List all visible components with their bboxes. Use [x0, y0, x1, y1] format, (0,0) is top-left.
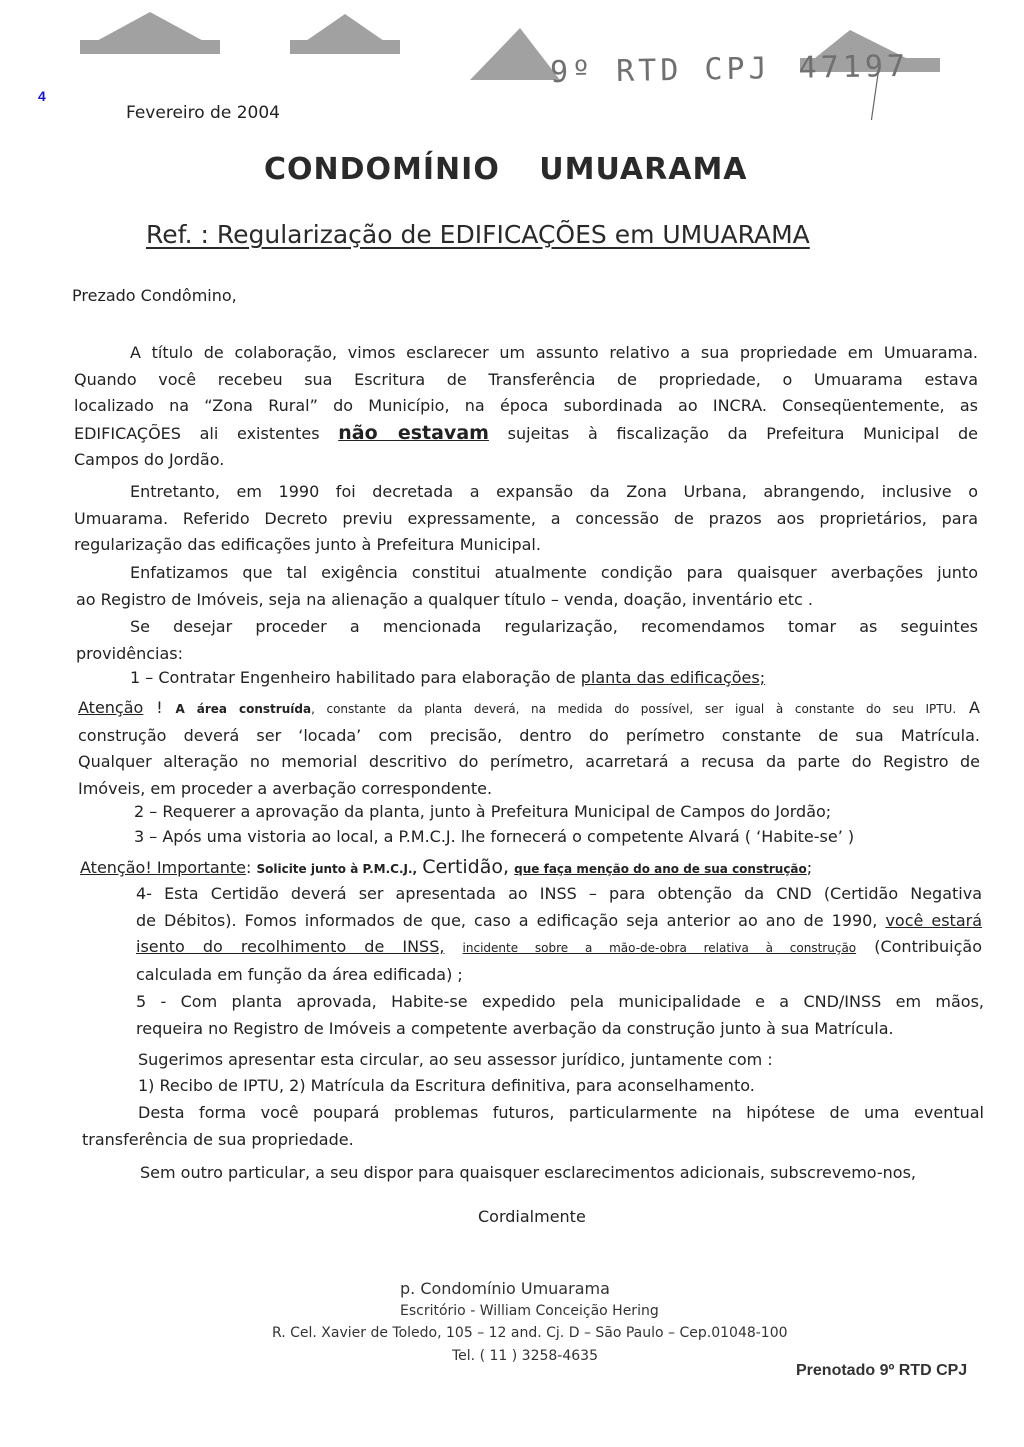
paragraph-expansion: [74, 479, 978, 559]
important-note: [80, 856, 812, 878]
step-4-line3: [136, 934, 982, 962]
document-title: CONDOMÍNIO UMUARAMA: [264, 152, 748, 187]
important-colon: :: [245, 858, 252, 877]
para4-line1: Se desejar proceder a mencionada regularização, recomendamos tomar as seguintes: [130, 617, 978, 636]
step-1: [130, 668, 765, 687]
step-4-line3-underlined: isento do recolhimento de INSS,: [136, 937, 445, 956]
signature-office: Escritório - William Conceição Hering: [400, 1303, 659, 1319]
para2-line1: Entretanto, em 1990 foi decretada a expansão da Zona Urbana, abrangendo, inclusive o: [130, 482, 978, 501]
para1-line5: Campos do Jordão.: [74, 450, 225, 469]
suggestion-line1: Sugerimos apresentar esta circular, ao seu assessor jurídico, juntamente com :: [138, 1050, 773, 1069]
attention-line2: construção deverá ser ‘locada’ com precisão, dentro do perímetro constante de sua Matrícula.: [78, 725, 980, 745]
para1-line2: Quando você recebeu sua Escritura de Transferência de propriedade, o Umuarama estava: [74, 369, 978, 389]
salutation: Prezado Condômino,: [72, 286, 237, 305]
paragraph-steps-intro: [76, 614, 978, 667]
step-5-line2: requeira no Registro de Imóveis a competente averbação da construção junto à sua Matrícula.: [136, 1018, 894, 1038]
step-4-line4: calculada em função da área edificada) ;: [136, 964, 463, 984]
page-number: 4: [38, 88, 46, 104]
attention-bang: !: [143, 698, 176, 717]
attention-label: Atenção: [78, 698, 144, 717]
para3-line1: Enfatizamos que tal exigência constitui atualmente condição para quaisquer averbações junto: [130, 563, 978, 582]
para2-line2: Umuarama. Referido Decreto previu expressamente, a concessão de prazos aos proprietários, para: [74, 508, 978, 528]
step-4-line1: 4- Esta Certidão deverá ser apresentada ao INSS – para obtenção da CND (Certidão Negativa: [136, 884, 982, 903]
attention-block: [78, 695, 980, 802]
step-5: [136, 989, 984, 1042]
attention-line3: Qualquer alteração no memorial descritivo do perímetro, acarretará a recusa da parte do Registro de: [78, 752, 980, 771]
paragraph-problems: [82, 1100, 984, 1153]
paragraph-intro: [74, 340, 978, 474]
emphasis-nao-estavam: não estavam: [338, 421, 489, 444]
step-4-line2-underlined: você estará: [885, 910, 983, 930]
subject-reference: Ref. : Regularização de EDIFICAÇÕES em UMUARAMA: [146, 220, 810, 249]
registry-stamp: [550, 49, 909, 90]
step-2: 2 – Requerer a aprovação da planta, junto à Prefeitura Municipal de Campos do Jordão;: [134, 802, 832, 821]
para1-line4-start: EDIFICAÇÕES ali existentes: [74, 423, 320, 443]
attention-line1: [78, 695, 980, 723]
signature-line1: p. Condomínio Umuarama: [400, 1279, 610, 1298]
suggestion-line2: 1) Recibo de IPTU, 2) Matrícula da Escritura definitiva, para aconselhamento.: [138, 1076, 755, 1095]
important-end: ;: [806, 858, 813, 877]
top-mark-center-bar: [290, 40, 400, 54]
para1-line4-end: sujeitas à fiscalização da Prefeitura Municipal de: [507, 423, 978, 443]
paragraph-emphasis: [76, 560, 978, 613]
para2-line3: regularização das edificações junto à Prefeitura Municipal.: [74, 535, 541, 554]
step-1-emphasis: planta das edificações;: [580, 668, 766, 687]
top-mark-left-bar: [80, 40, 220, 54]
step-4: [136, 881, 982, 988]
para3-line2: ao Registro de Imóveis, seja na alienação a qualquer título – venda, doação, inventário etc .: [76, 589, 813, 609]
attention-line1-end: A: [969, 698, 980, 717]
attention-bold: A área construída: [175, 702, 312, 716]
step-5-line1: 5 - Com planta aprovada, Habite-se expedido pela municipalidade e a CND/INSS em mãos,: [136, 992, 984, 1011]
para1-line4: [74, 420, 978, 448]
top-mark-right: [470, 28, 560, 80]
stamp-office: 9º RTD CPJ: [549, 51, 771, 91]
signature-phone: Tel. ( 11 ) 3258-4635: [452, 1348, 598, 1364]
attention-line4: Imóveis, em proceder a averbação correspondente.: [78, 778, 493, 798]
attention-small: , constante da planta deverá, na medida do possível, ser igual à constante do seu IPTU.: [311, 702, 957, 716]
step-4-line3-small: incidente sobre a mão-de-obra relativa à construção: [462, 941, 857, 955]
closing-sentence: Sem outro particular, a seu dispor para quaisquer esclarecimentos adicionais, subscrevemo-nos,: [140, 1163, 917, 1182]
desta-line2: transferência de sua propriedade.: [82, 1129, 354, 1149]
step-1-text: 1 – Contratar Engenheiro habilitado para elaboração de: [130, 668, 576, 687]
important-certidao: Certidão,: [422, 856, 510, 878]
para1-line1: A título de colaboração, vimos esclarecer um assunto relativo a sua propriedade em Umuarama.: [130, 343, 978, 362]
step-4-line2-text: de Débitos). Fomos informados de que, caso a edificação seja anterior ao ano de 1990,: [136, 910, 878, 930]
stamp-number: 47197: [798, 48, 910, 86]
closing-word: Cordialmente: [478, 1207, 586, 1226]
prenotado-stamp: Prenotado 9º RTD CPJ: [796, 1362, 968, 1379]
para4-line2: providências:: [76, 643, 183, 663]
important-label: Atenção! Importante: [80, 858, 246, 877]
important-underlined: que faça menção do ano de sua construção: [514, 862, 807, 876]
letter-date: Fevereiro de 2004: [126, 103, 280, 123]
step-4-line3-end: (Contribuição: [874, 937, 982, 956]
step-3: 3 – Após uma vistoria ao local, a P.M.C.J. lhe fornecerá o competente Alvará ( ‘Habite-se’ ): [134, 827, 855, 846]
desta-line1: Desta forma você poupará problemas futuros, particularmente na hipótese de uma eventual: [138, 1103, 984, 1122]
step-4-line2: [136, 908, 982, 935]
important-bold: Solicite junto à P.M.C.J.,: [256, 862, 418, 876]
signature-address: R. Cel. Xavier de Toledo, 105 – 12 and. Cj. D – São Paulo – Cep.01048-100: [272, 1325, 788, 1341]
para1-line3: localizado na “Zona Rural” do Município, na época subordinada ao INCRA. Conseqüentemente, as: [74, 396, 978, 415]
